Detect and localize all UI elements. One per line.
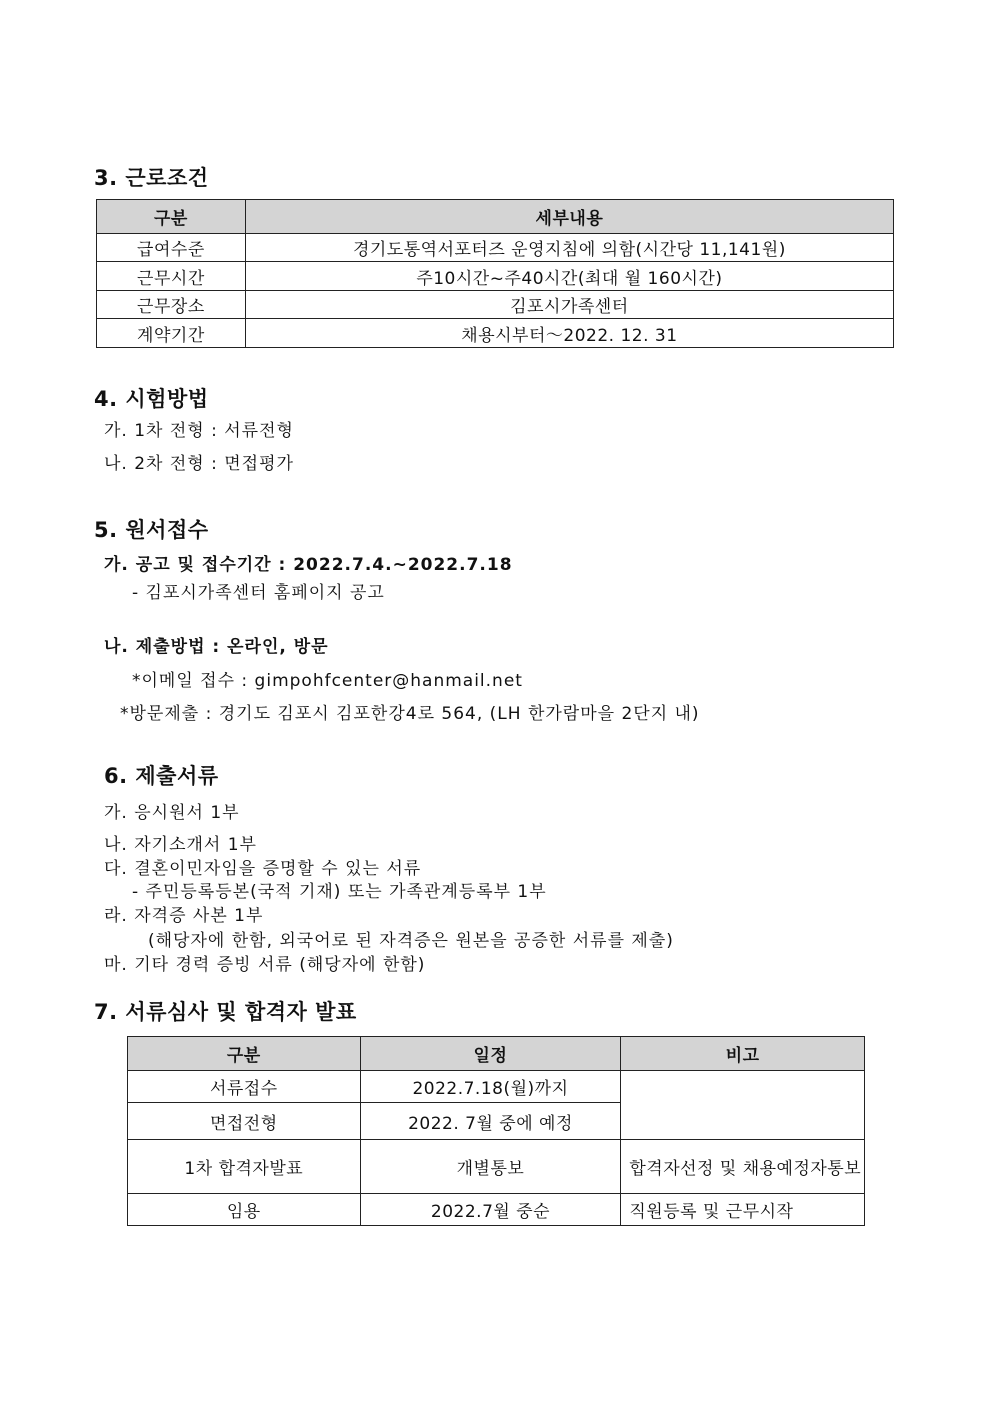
document-subitem: (해당자에 한함, 외국어로 된 자격증은 원본을 공증한 서류를 제출) [148, 931, 674, 951]
table-cell: 경기도통역서포터즈 운영지침에 의함(시간당 11,141원) [245, 234, 893, 262]
table-cell: 2022. 7월 중에 예정 [360, 1103, 621, 1140]
table-cell: 근무시간 [97, 262, 246, 291]
table-cell: 2022.7.18(월)까지 [360, 1071, 621, 1103]
table-row [97, 262, 894, 291]
homepage-notice: - 김포시가족센터 홈페이지 공고 [132, 583, 385, 603]
schedule-table [127, 1036, 865, 1226]
table-cell: 2022.7월 중순 [360, 1194, 621, 1226]
email-submission: *이메일 접수 : gimpohfcenter@hanmail.net [132, 671, 523, 691]
table-cell: 1차 합격자발표 [128, 1140, 361, 1194]
table-header: 일정 [360, 1037, 621, 1071]
document-item: 가. 응시원서 1부 [104, 803, 240, 823]
document-item: 다. 결혼이민자임을 증명할 수 있는 서류 [104, 859, 422, 879]
table-cell: 합격자선정 및 채용예정자통보 [621, 1140, 865, 1194]
table-cell: 주10시간~주40시간(최대 월 160시간) [245, 262, 893, 291]
table-row [128, 1140, 865, 1194]
table-cell: 김포시가족센터 [245, 291, 893, 319]
document-item: 나. 자기소개서 1부 [104, 835, 257, 855]
table-cell: 채용시부터～2022. 12. 31 [245, 319, 893, 348]
table-header: 비고 [621, 1037, 865, 1071]
table-cell: 임용 [128, 1194, 361, 1226]
table-header: 세부내용 [245, 200, 893, 234]
table-cell: 급여수준 [97, 234, 246, 262]
exam-step-1: 가. 1차 전형 : 서류전형 [104, 421, 294, 441]
section-5-heading: 5. 원서접수 [94, 518, 209, 542]
table-row [97, 319, 894, 348]
table-header: 구분 [97, 200, 246, 234]
document-subitem: - 주민등록등본(국적 기재) 또는 가족관계등록부 1부 [132, 882, 547, 902]
submission-method: 나. 제출방법 : 온라인, 방문 [104, 637, 329, 657]
table-row [97, 291, 894, 319]
visit-submission: *방문제출 : 경기도 김포시 김포한강4로 564, (LH 한가람마을 2단지 내) [120, 704, 700, 724]
document-item: 라. 자격증 사본 1부 [104, 906, 264, 926]
table-cell: 근무장소 [97, 291, 246, 319]
section-3-heading: 3. 근로조건 [94, 166, 209, 190]
section-7-heading: 7. 서류심사 및 합격자 발표 [94, 1000, 357, 1024]
table-cell: 직원등록 및 근무시작 [621, 1194, 865, 1226]
work-conditions-table [96, 199, 894, 348]
table-header: 구분 [128, 1037, 361, 1071]
section-6-heading: 6. 제출서류 [104, 764, 219, 788]
table-row [97, 234, 894, 262]
section-4-heading: 4. 시험방법 [94, 387, 209, 411]
application-period: 가. 공고 및 접수기간 : 2022.7.4.~2022.7.18 [104, 555, 513, 575]
table-cell: 면접전형 [128, 1103, 361, 1140]
table-row [128, 1194, 865, 1226]
table-cell: 서류접수 [128, 1071, 361, 1103]
exam-step-2: 나. 2차 전형 : 면접평가 [104, 454, 294, 474]
table-cell: 계약기간 [97, 319, 246, 348]
document-item: 마. 기타 경력 증빙 서류 (해당자에 한함) [104, 955, 426, 975]
table-cell [621, 1071, 865, 1140]
table-cell: 개별통보 [360, 1140, 621, 1194]
table-row [128, 1071, 865, 1103]
